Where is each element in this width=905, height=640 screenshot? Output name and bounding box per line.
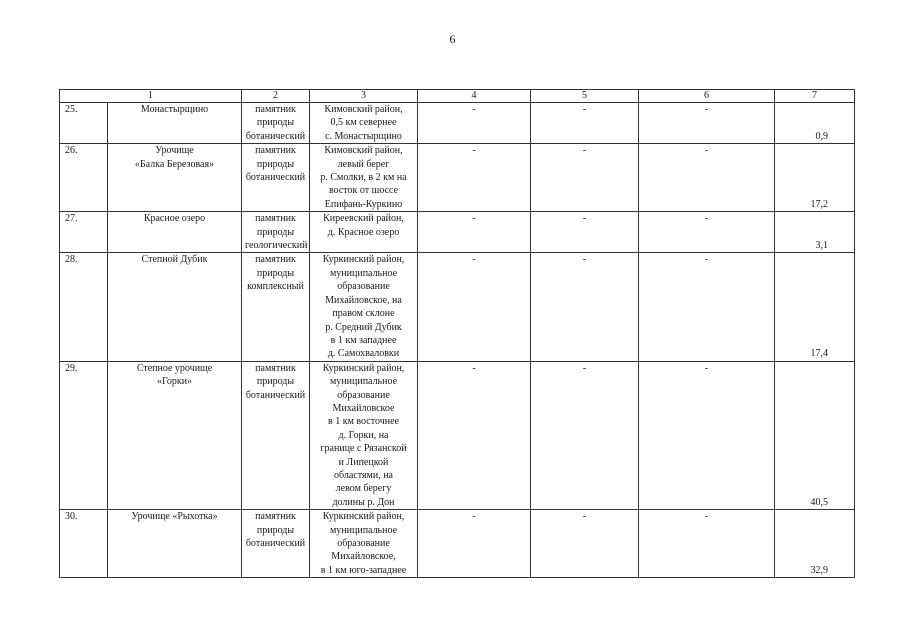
monument-name (108, 510, 242, 578)
row-number: 29. (60, 361, 108, 509)
monument-type-line: природы (256, 524, 295, 536)
column-header-5: 5 (531, 90, 639, 103)
monument-location-line: границе с Рязанской (320, 443, 407, 455)
row-number: 25. (60, 103, 108, 144)
column-header-2: 2 (242, 90, 310, 103)
table-row (60, 212, 855, 253)
monument-location-line: Куркинский район, (322, 254, 405, 266)
monument-name-line: Степное урочище (136, 362, 213, 374)
monument-location-line: в 1 км юго-западнее (320, 564, 407, 576)
column-4-value: - (418, 253, 531, 361)
nature-monuments-table (59, 89, 855, 578)
monument-location-line: левый берег (337, 158, 390, 170)
area-value: 3,1 (775, 212, 855, 253)
monument-location-line: в 1 км восточнее (328, 416, 399, 428)
monument-location (310, 510, 418, 578)
monument-name (108, 212, 242, 253)
monument-location-line: долины р. Дон (332, 496, 395, 508)
column-4-value: - (418, 212, 531, 253)
column-5-value: - (531, 212, 639, 253)
monument-location-line: правом склоне (332, 308, 395, 320)
monument-type-line: комплексный (247, 281, 304, 293)
area-value: 17,4 (775, 253, 855, 361)
column-5-value: - (531, 510, 639, 578)
monument-location-line: Кимовский район, (324, 145, 403, 157)
area-value: 32,9 (775, 510, 855, 578)
table-body (60, 103, 855, 578)
column-5-value: - (531, 361, 639, 509)
monument-type (242, 212, 310, 253)
monument-location (310, 361, 418, 509)
column-header-7: 7 (775, 90, 855, 103)
monument-name (108, 253, 242, 361)
column-6-value: - (639, 510, 775, 578)
column-4-value: - (418, 103, 531, 144)
monument-name-line: Урочище «Рыхотка» (131, 511, 218, 523)
table-header (60, 90, 855, 103)
monument-type (242, 103, 310, 144)
monument-type-line: природы (256, 158, 295, 170)
table-row (60, 144, 855, 212)
row-number: 30. (60, 510, 108, 578)
monument-type-line: ботанический (245, 389, 306, 401)
monument-location-line: левом берегу (335, 483, 392, 495)
monument-name (108, 144, 242, 212)
monument-type (242, 144, 310, 212)
monument-location-line: образование (337, 389, 390, 401)
monument-type-line: природы (256, 117, 295, 129)
column-header-4: 4 (418, 90, 531, 103)
monument-location-line: и Липецкой (338, 456, 389, 468)
area-value: 40,5 (775, 361, 855, 509)
row-number: 26. (60, 144, 108, 212)
monument-location (310, 212, 418, 253)
monument-location-line: в 1 км западнее (330, 334, 397, 346)
monument-location (310, 103, 418, 144)
monument-location-line: Епифань-Куркино (324, 198, 403, 210)
column-6-value: - (639, 103, 775, 144)
monument-name-line: Красное озеро (143, 213, 206, 225)
row-number: 27. (60, 212, 108, 253)
monument-location (310, 253, 418, 361)
column-header-1: 1 (60, 90, 242, 103)
column-6-value: - (639, 361, 775, 509)
monument-type-line: памятник (255, 213, 296, 225)
monument-location-line: д. Самохваловки (327, 348, 400, 360)
column-4-value: - (418, 510, 531, 578)
monument-name-line: Урочище (155, 145, 194, 157)
column-6-value: - (639, 212, 775, 253)
table-row (60, 361, 855, 509)
area-value: 0,9 (775, 103, 855, 144)
column-5-value: - (531, 144, 639, 212)
row-number: 28. (60, 253, 108, 361)
monument-type-line: памятник (255, 104, 296, 115)
monument-location-line: Кимовский район, (324, 104, 403, 115)
monument-location-line: р. Средний Дубик (325, 321, 402, 333)
monument-location-line: Куркинский район, (322, 511, 405, 523)
monument-name-line: Степной Дубик (141, 254, 208, 266)
column-4-value: - (418, 144, 531, 212)
monument-location-line: образование (337, 281, 390, 293)
monument-location-line: муниципальное (329, 524, 398, 536)
monument-name-line: Монастырщино (140, 104, 209, 115)
monument-location (310, 144, 418, 212)
monument-type-line: природы (256, 376, 295, 388)
monument-type (242, 361, 310, 509)
monument-name (108, 361, 242, 509)
monument-location-line: Михайловское, (331, 551, 396, 563)
monument-name (108, 103, 242, 144)
monument-location-line: областями, на (333, 469, 393, 481)
monument-type-line: памятник (255, 511, 296, 523)
monument-location-line: Куркинский район, (322, 362, 405, 374)
monument-location-line: Михайловское (332, 402, 395, 414)
monument-type-line: природы (256, 267, 295, 279)
monument-location-line: р. Смолки, в 2 км на (320, 172, 407, 184)
monument-type-line: памятник (255, 254, 296, 266)
monument-location-line: восток от шоссе (328, 185, 399, 197)
column-6-value: - (639, 253, 775, 361)
table-row (60, 510, 855, 578)
area-value: 17,2 (775, 144, 855, 212)
page-number: 6 (449, 32, 456, 46)
column-5-value: - (531, 253, 639, 361)
column-4-value: - (418, 361, 531, 509)
monument-name-line: «Балка Березовая» (134, 158, 215, 170)
monument-type-line: памятник (255, 362, 296, 374)
column-header-6: 6 (639, 90, 775, 103)
monument-location-line: муниципальное (329, 376, 398, 388)
monument-type-line: ботанический (245, 538, 306, 549)
monument-type-line: геологический (245, 240, 308, 252)
monument-location-line: муниципальное (329, 267, 398, 279)
monument-type-line: памятник (255, 145, 296, 157)
monument-location-line: д. Горки, на (338, 429, 389, 441)
monument-type-line: ботанический (245, 130, 306, 142)
monument-location-line: с. Монастырщино (325, 130, 402, 142)
monument-type-line: природы (256, 226, 295, 238)
monument-location-line: 0,5 км севернее (330, 117, 397, 129)
monument-type (242, 510, 310, 578)
column-header-3: 3 (310, 90, 418, 103)
monument-location-line: образование (337, 538, 390, 549)
monument-location-line: д. Красное озеро (327, 226, 400, 238)
table-row (60, 103, 855, 144)
table-row (60, 253, 855, 361)
monument-name-line: «Горки» (156, 376, 193, 388)
monument-type-line: ботанический (245, 172, 306, 184)
monument-location-line: Михайловское, на (325, 294, 402, 306)
column-5-value: - (531, 103, 639, 144)
monument-type (242, 253, 310, 361)
monument-location-line: Киреевский район, (323, 213, 404, 225)
column-6-value: - (639, 144, 775, 212)
